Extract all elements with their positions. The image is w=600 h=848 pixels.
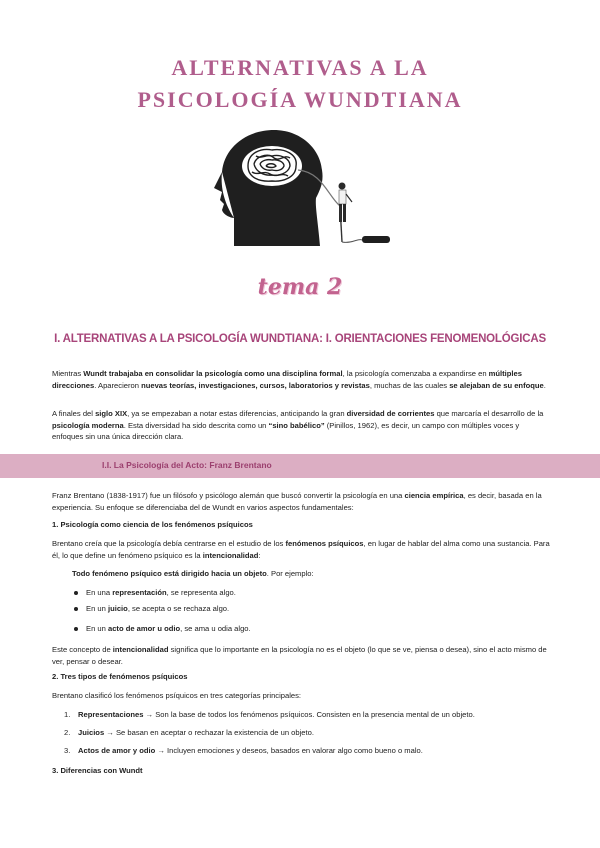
- list-item: En una representación, se representa algo.: [86, 588, 236, 597]
- heading-differences-wundt: 3. Diferencias con Wundt: [52, 766, 143, 775]
- heading-phenomena-science: 1. Psicología como ciencia de los fenómenos psíquicos: [52, 520, 253, 529]
- list-item: En un acto de amor u odio, se ama u odia algo.: [86, 624, 251, 633]
- list-item: 3. Actos de amor y odio → Incluyen emociones y deseos, basados en valorar algo como bueno o malo.: [64, 746, 423, 755]
- types-intro-paragraph: Brentano clasificó los fenómenos psíquicos en tres categorías principales:: [52, 691, 302, 700]
- list-item: 1. Representaciones → Son la base de todos los fenómenos psíquicos. Consisten en la presencia mental de un objeto.: [64, 710, 475, 719]
- intentionality-meaning-paragraph: Este concepto de intencionalidad significa que lo importante en la psicología no es el objeto (lo que se ve, piensa o desea), sino el acto mismo de ver, pensar o desear.: [52, 645, 547, 666]
- subsection-band: [0, 454, 600, 478]
- brentano-intro-paragraph: Franz Brentano (1838-1917) fue un filósofo y psicólogo alemán que buscó convertir la psicología en una ciencia empírica, es decir, basada en la experiencia. Su enfoque se diferenciaba del de Wundt en varios aspectos fundamentales:: [52, 491, 542, 512]
- intro-paragraph-2: A finales del siglo XIX, ya se empezaban a notar estas diferencias, anticipando la gran diversidad de corrientes que marcaría el desarrollo de la psicología moderna. Esta diversidad ha sido descrita como un “sino babélico” (Pinillos, 1962), es decir, un campo con múltiples voces y enfoques sin una única dirección clara.: [52, 409, 544, 441]
- intentionality-claim: Todo fenómeno psíquico está dirigido hacia un objeto. Por ejemplo:: [72, 569, 314, 578]
- list-item: En un juicio, se acepta o se rechaza algo.: [86, 604, 230, 613]
- section-heading: I. ALTERNATIVAS A LA PSICOLOGÍA WUNDTIANA: I. ORIENTACIONES FENOMENOLÓGICAS: [54, 333, 546, 345]
- document-title: [0, 52, 600, 116]
- chapter-label: tema 2: [257, 274, 343, 300]
- list-item: 2. Juicios → Se basan en aceptar o rechazar la existencia de un objeto.: [64, 728, 314, 737]
- heading-three-types: 2. Tres tipos de fenómenos psíquicos: [52, 672, 188, 681]
- subsection-title: I.I. La Psicología del Acto: Franz Brentano: [102, 460, 272, 470]
- title-line-2: PSICOLOGÍA WUNDTIANA: [137, 87, 463, 112]
- intro-paragraph-1: Mientras Wundt trabajaba en consolidar la psicología como una disciplina formal, la psicología comenzaba a expandirse en múltiples direcciones. Aparecieron nuevas teorías, investigaciones, cursos, laboratorios y revistas, muchas de las cuales se alejaban de su enfoque.: [52, 369, 546, 390]
- head-maze-illustration-icon: [212, 126, 402, 256]
- intentionality-paragraph: Brentano creía que la psicología debía centrarse en el estudio de los fenómenos psíquicos, en lugar de hablar del alma como una sustancia. Para él, lo que define un fenómeno psíquico es la intencionalidad:: [52, 539, 550, 560]
- title-line-1: ALTERNATIVAS A LA: [171, 55, 429, 80]
